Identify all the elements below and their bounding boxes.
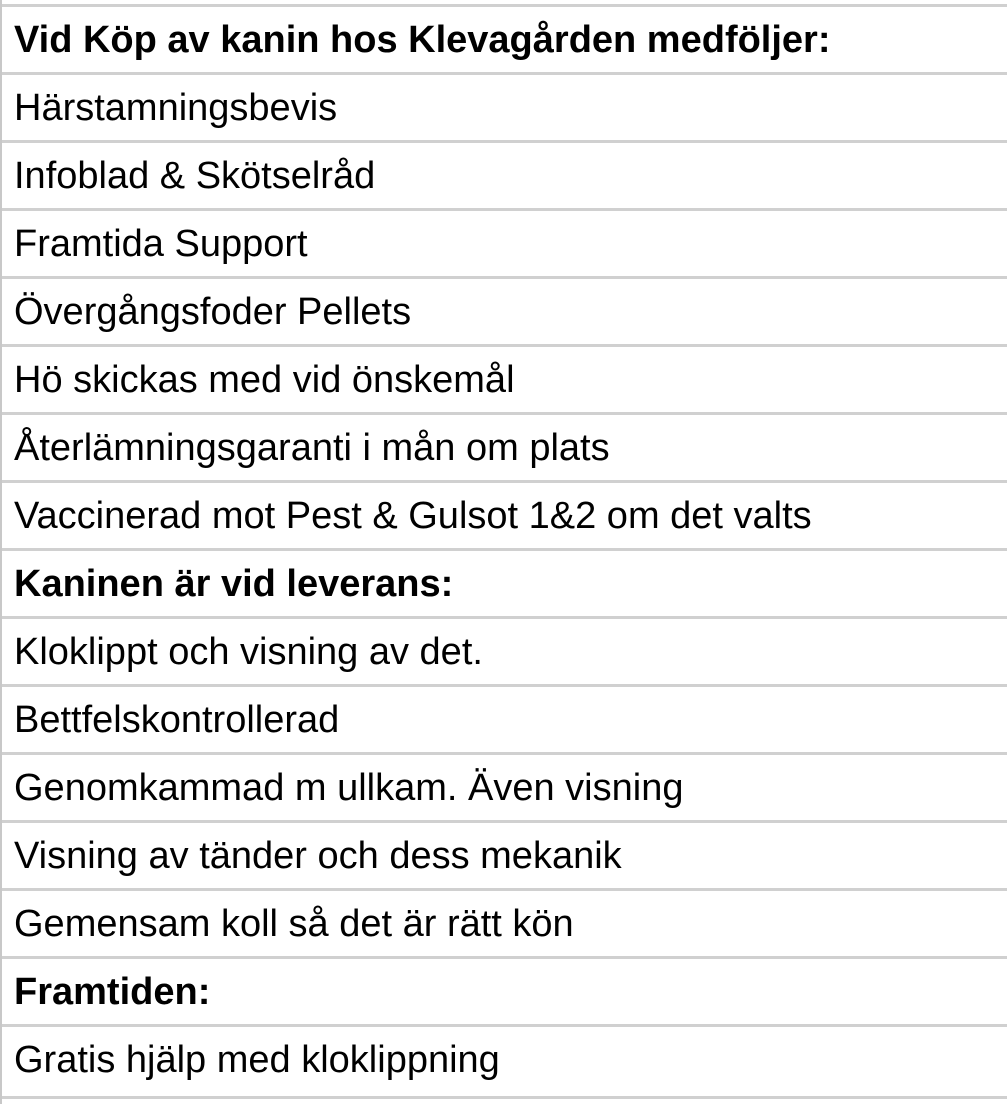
section-heading: Framtiden: <box>14 971 211 1013</box>
list-item: Bettfelskontrollerad <box>14 699 340 741</box>
list-item: Framtida Support <box>14 223 308 265</box>
list-item: Hö skickas med vid önskemål <box>14 359 515 401</box>
list-item: Vaccinerad mot Pest & Gulsot 1&2 om det valts <box>14 495 812 537</box>
section-heading: Vid Köp av kanin hos Klevagården medföljer: <box>14 19 831 61</box>
table-row <box>2 480 1007 548</box>
table-row-header <box>2 548 1007 616</box>
list-item: Övergångsfoder Pellets <box>14 291 412 333</box>
table-row <box>2 72 1007 140</box>
list-item: Gemensam koll så det är rätt kön <box>14 903 574 945</box>
list-item: Återlämningsgaranti i mån om plats <box>14 427 610 469</box>
table-row <box>2 276 1007 344</box>
table-row <box>2 684 1007 752</box>
list-item: Genomkammad m ullkam. Även visning <box>14 767 684 809</box>
table-row-header <box>2 4 1007 72</box>
list-item: Gratis hjälp med kloklippning <box>14 1039 500 1081</box>
section-heading: Kaninen är vid leverans: <box>14 563 454 605</box>
table-row <box>2 616 1007 684</box>
list-item: Infoblad & Skötselråd <box>14 155 376 197</box>
table-row-header <box>2 956 1007 1024</box>
table-row <box>2 752 1007 820</box>
table-row <box>2 412 1007 480</box>
table-row <box>2 344 1007 412</box>
list-item: Härstamningsbevis <box>14 87 338 129</box>
table-row <box>2 140 1007 208</box>
table-bottom-border <box>2 1096 1007 1099</box>
table-row <box>2 888 1007 956</box>
table-row <box>2 208 1007 276</box>
table-row <box>2 820 1007 888</box>
list-item: Kloklippt och visning av det. <box>14 631 483 673</box>
list-item: Visning av tänder och dess mekanik <box>14 835 622 877</box>
table-row <box>2 1024 1007 1092</box>
